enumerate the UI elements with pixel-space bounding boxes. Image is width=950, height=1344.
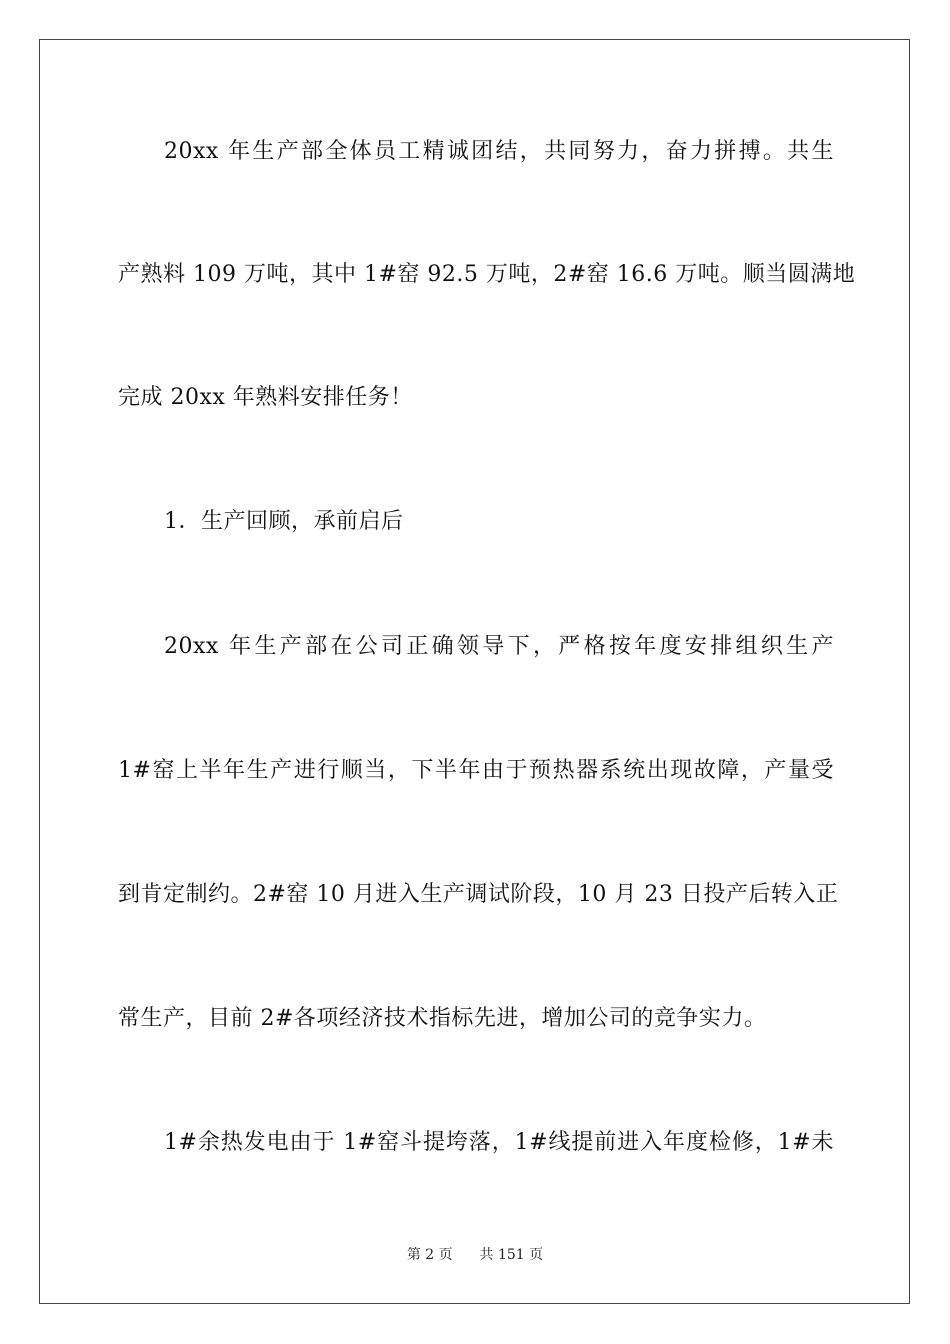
paragraph-line-4: 20xx 年生产部在公司正确领导下，严格按年度安排组织生产 — [164, 634, 834, 659]
paragraph-line-3: 完成 20xx 年熟料安排任务！ — [118, 385, 413, 410]
page-border — [39, 39, 910, 1304]
paragraph-line-6: 到肯定制约。2#窑 10 月进入生产调试阶段，10 月 23 日投产后转入正 — [118, 882, 839, 907]
paragraph-line-1: 20xx 年生产部全体员工精诚团结，共同努力，奋力拼搏。共生 — [164, 139, 834, 164]
page-total: 共 151 页 — [479, 1247, 544, 1263]
paragraph-line-5: 1#窑上半年生产进行顺当，下半年由于预热器系统出现故障，产量受 — [118, 758, 834, 783]
paragraph-line-8: 1#余热发电由于 1#窑斗提垮落，1#线提前进入年度检修，1#未 — [164, 1130, 834, 1155]
page-footer — [0, 1245, 950, 1265]
paragraph-line-2: 产熟料 109 万吨，其中 1#窑 92.5 万吨，2#窑 16.6 万吨。顺当圆满地 — [118, 262, 856, 287]
paragraph-line-7: 常生产，目前 2#各项经济技术指标先进，增加公司的竞争实力。 — [118, 1006, 767, 1031]
page-number: 第 2 页 — [406, 1247, 453, 1263]
section-heading: 1．生产回顾，承前启后 — [164, 509, 404, 534]
